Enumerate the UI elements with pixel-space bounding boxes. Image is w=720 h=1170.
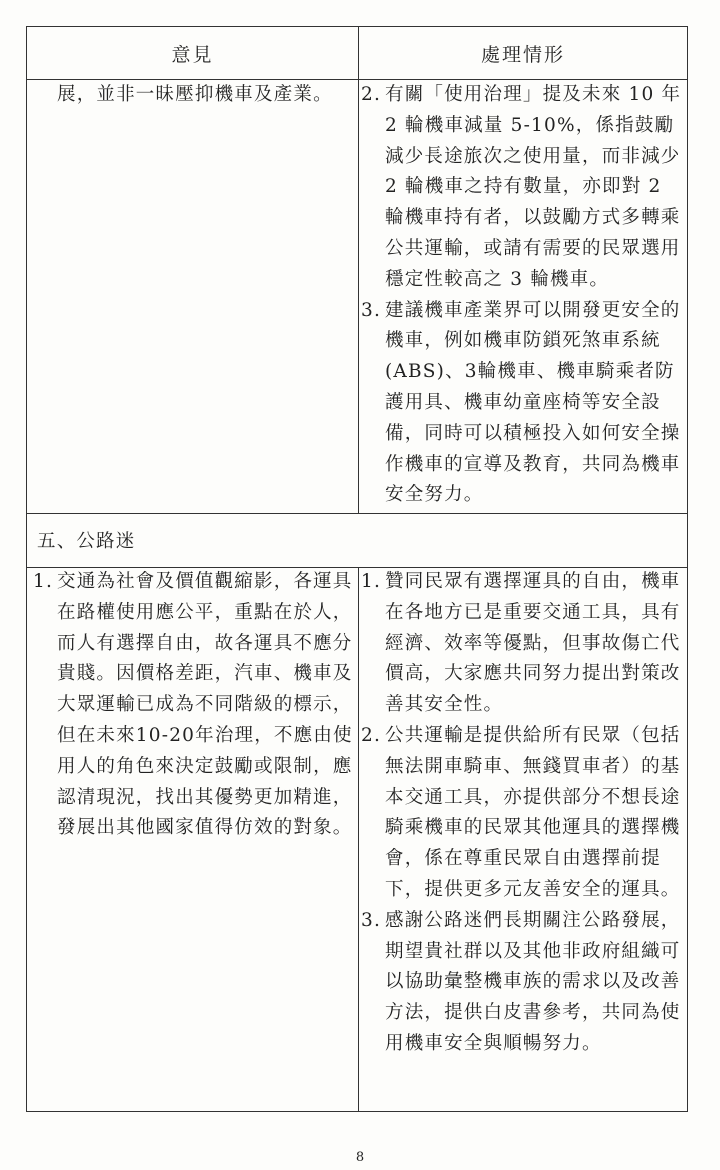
item-number: 1. [361, 571, 382, 592]
row2-item-1 [359, 567, 683, 721]
row2-item-2 [359, 721, 683, 906]
row2-item-3 [359, 906, 683, 1060]
page-number: 8 [355, 1150, 365, 1165]
item-number: 3. [361, 299, 382, 321]
item-text: 交通為社會及價值觀縮影，各運具在路權使用應公平，重點在於人，而人有選擇自由，故各運具不應分貴賤。因價格差距，汽車、機車及大眾運輸已成為不同階級的標示，但在未來10-20年治理，不應由使用人的角色來決定鼓勵或限制，應認清現況，找出其優勢更加精進，發展出其他國家值得仿效的對象。 [57, 571, 353, 839]
section-title: 五、公路迷 [37, 531, 136, 552]
header-handling: 處理情形 [480, 43, 565, 66]
section-rule-top [27, 513, 687, 514]
header-opinion: 意見 [171, 43, 214, 66]
item-number: 2. [361, 84, 382, 105]
item-text: 感謝公路迷們長期關注公路發展，期望貴社群以及其他非政府組織可以協助彙整機車族的需求以及改善方法，提供白皮書參考，共同為使用機車安全與順暢努力。 [385, 909, 681, 1054]
item-number: 3. [361, 909, 382, 931]
row1-item-3 [359, 296, 683, 512]
row2-handling [359, 567, 683, 1060]
item-text: 贊同民眾有選擇運具的自由，機車在各地方已是重要交通工具，具有經濟、效率等優點，但事故傷亡代價高，大家應共同努力提出對策改善其安全性。 [385, 571, 681, 716]
item-number: 2. [361, 724, 382, 746]
item-text: 有關「使用治理」提及未來 10 年 2 輪機車減量 5-10%，係指鼓勵減少長途旅次之使用量，而非減少 2 輪機車之持有數量，亦即對 2 輪機車持有者，以鼓勵方式多轉乘公共運輸，或請有需要的民眾選用穩定性較高之 3 輪機車。 [385, 84, 682, 290]
item-text: 公共運輸是提供給所有民眾（包括無法開車騎車、無錢買車者）的基本交通工具，亦提供部分不想長途騎乘機車的民眾其他運具的選擇機會，係在尊重民眾自由選擇前提下，提供更多元友善安全的運具。 [385, 724, 681, 900]
row1-opinion-text: 展，並非一昧壓抑機車及產業。 [57, 84, 333, 105]
item-text: 建議機車產業界可以開發更安全的機車，例如機車防鎖死煞車系統(ABS)、3輪機車、機車騎乘者防護用具、機車幼童座椅等安全設備，同時可以積極投入如何安全操作機車的宣導及教育，共同為機車安全努力。 [385, 299, 681, 506]
row1-handling [359, 80, 683, 511]
row1-item-2 [359, 80, 683, 296]
opinion-response-table [26, 26, 688, 1112]
row2-opinion [31, 567, 353, 844]
row1-opinion [27, 80, 358, 111]
item-number: 1. [33, 571, 54, 592]
row2-opinion-item-1 [31, 567, 353, 844]
